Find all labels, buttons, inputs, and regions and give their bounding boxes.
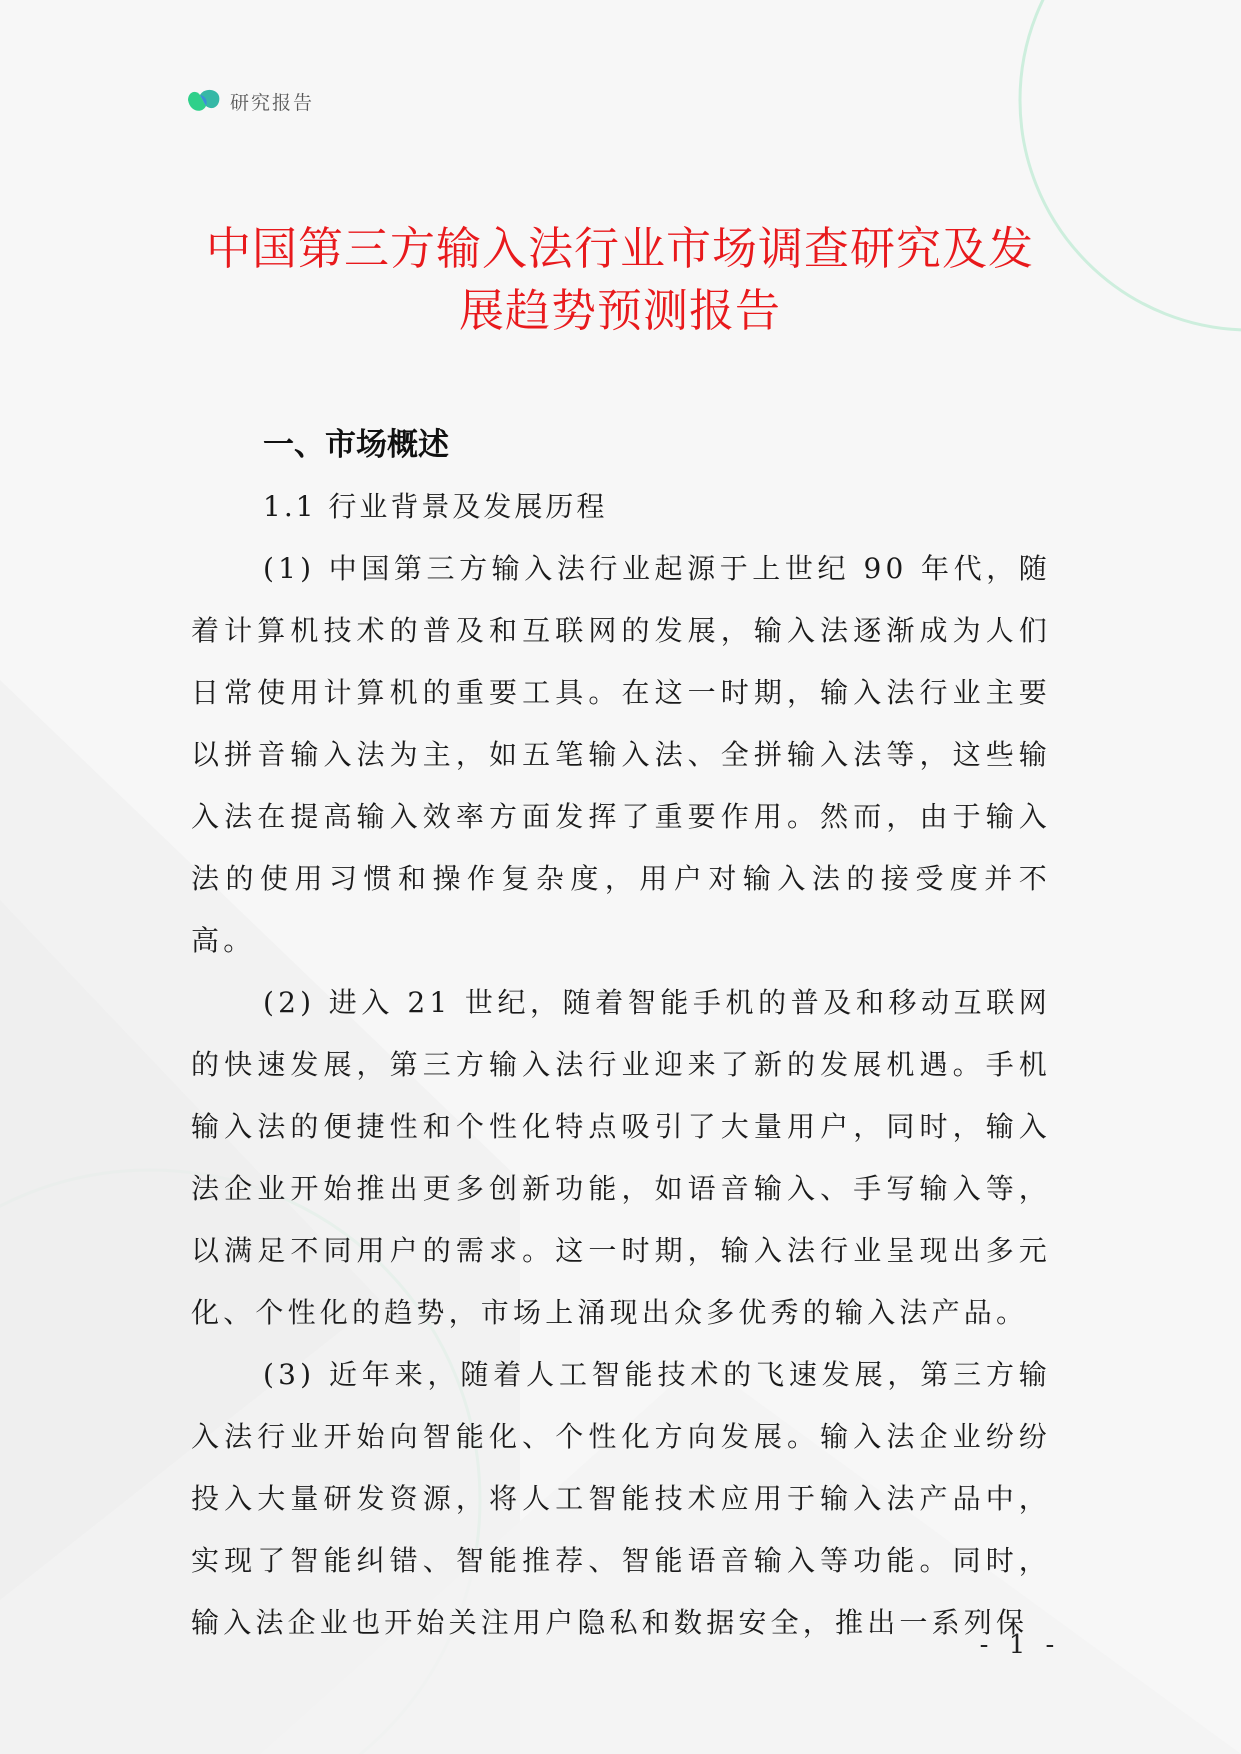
paragraph: (3) 近年来，随着人工智能技术的飞速发展，第三方输入法行业开始向智能化、个性化方向发展。输入法企业纷纷投入大量研发资源，将人工智能技术应用于输入法产品中，实现了智能纠错、智能推荐、智能语音输入等功能。同时，输入法企业也开始关注用户隐私和数据安全，推出一系列保 <box>191 1358 1051 1639</box>
page-number: - 1 - <box>979 1630 1061 1660</box>
paragraph: (1) 中国第三方输入法行业起源于上世纪 90 年代，随着计算机技术的普及和互联网的发展，输入法逐渐成为人们日常使用计算机的重要工具。在这一时期，输入法行业主要以拼音输入法为主，如五笔输入法、全拼输入法等，这些输入法在提高输入效率方面发挥了重要作用。然而，由于输入法的使用习惯和操作复杂度，用户对输入法的接受度并不高。 <box>191 552 1051 957</box>
leaf-logo-icon <box>186 86 222 116</box>
report-header <box>186 86 314 116</box>
document-body <box>191 414 1051 1654</box>
section-heading: 一、市场概述 <box>263 427 449 463</box>
header-label: 研究报告 <box>230 91 315 114</box>
paragraph: (2) 进入 21 世纪，随着智能手机的普及和移动互联网的快速发展，第三方输入法行业迎来了新的发展机遇。手机输入法的便捷性和个性化特点吸引了大量用户，同时，输入法企业开始推出更多创新功能，如语音输入、手写输入等，以满足不同用户的需求。这一时期，输入法行业呈现出多元化、个性化的趋势，市场上涌现出众多优秀的输入法产品。 <box>191 986 1051 1329</box>
document-title: 中国第三方输入法行业市场调查研究及发展趋势预测报告 <box>205 222 1034 337</box>
subsection-heading: 1.1 行业背景及发展历程 <box>263 490 608 523</box>
